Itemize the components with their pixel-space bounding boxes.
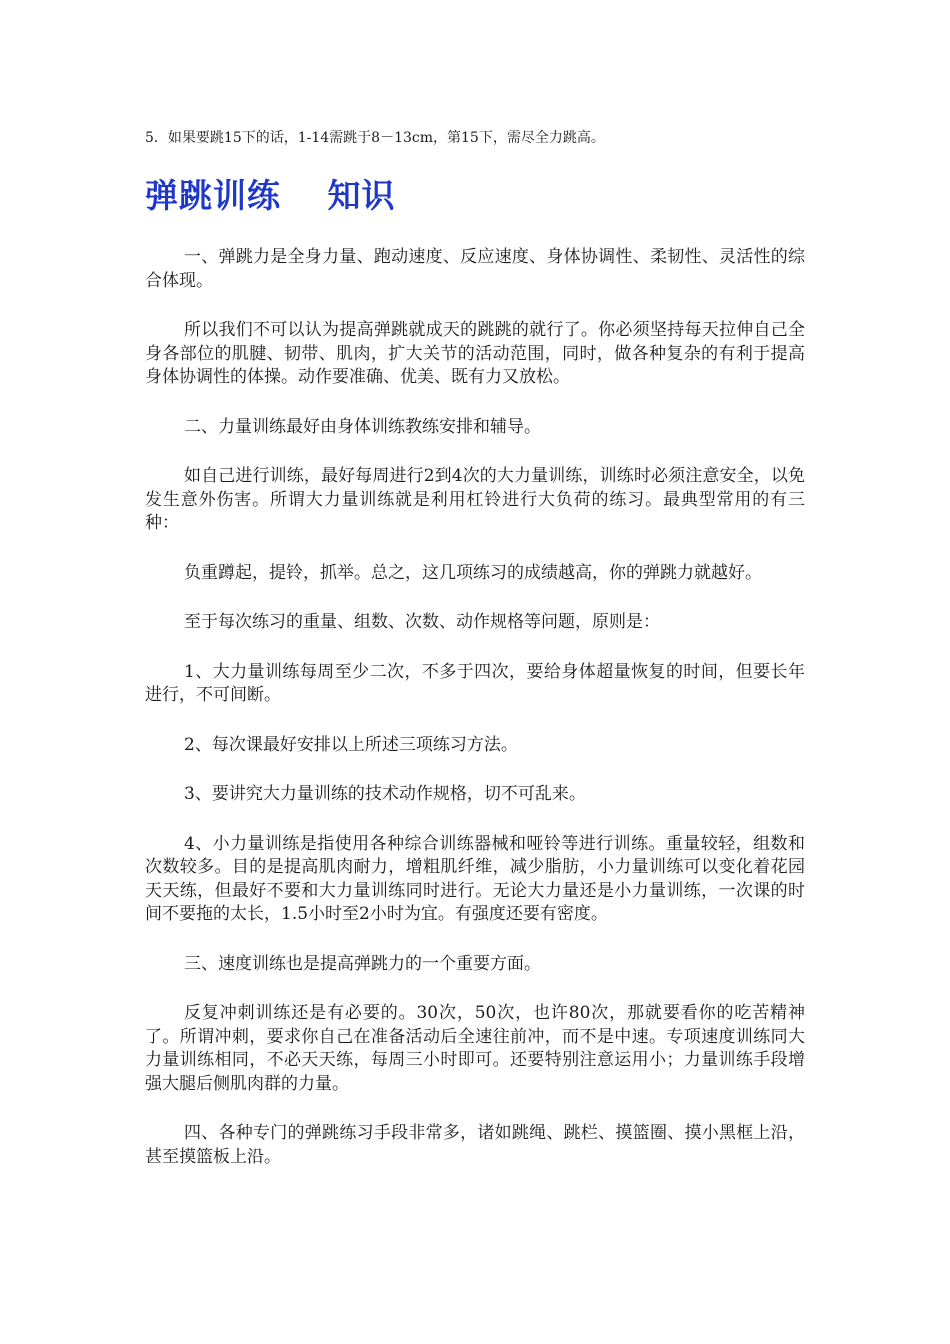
paragraph-8: 2、每次课最好安排以上所述三项练习方法。 xyxy=(184,734,518,755)
paragraph-7: 1、大力量训练每周至少二次，不多于四次，要给身体超量恢复的时间，但要长年进行，不可间断。 xyxy=(145,661,805,705)
paragraph-13: 四、各种专门的弹跳练习手段非常多，诸如跳绳、跳栏、摸篮圈、摸小黑框上沿，甚至摸篮板上沿。 xyxy=(145,1123,805,1167)
paragraph-1: 一、弹跳力是全身力量、跑动速度、反应速度、身体协调性、柔韧性、灵活性的综合体现。 xyxy=(145,247,805,291)
paragraph-3: 二、力量训练最好由身体训练教练安排和辅导。 xyxy=(184,416,541,437)
paragraph-12: 反复冲刺训练还是有必要的。30次，50次，也许80次，那就要看你的吃苦精神了。所谓冲刺，要求你自己在准备活动后全速往前冲，而不是中速。专项速度训练同大力量训练相同，不必天天练，每周三小时即可。还要特别注意运用小；力量训练手段增强大腿后侧肌肉群的力量。 xyxy=(145,1003,805,1094)
paragraph-9: 3、要讲究大力量训练的技术动作规格，切不可乱来。 xyxy=(184,784,586,804)
paragraph-10: 4、小力量训练是指使用各种综合训练器械和哑铃等进行训练。重量较轻，组数和次数较多。目的是提高肌肉耐力，增粗肌纤维，减少脂肪，小力量训练可以变化着花园天天练，但最好不要和大力量训练同时进行。无论大力量还是小力量训练，一次课的时间不要拖的太长，1.5小时至2小时为宜。有强度还要有密度。 xyxy=(145,833,805,924)
note-line: 5．如果要跳15下的话，1-14需跳于8－13cm，第15下，需尽全力跳高。 xyxy=(145,130,605,146)
paragraph-11: 三、速度训练也是提高弹跳力的一个重要方面。 xyxy=(184,953,541,974)
paragraph-4: 如自己进行训练，最好每周进行2到4次的大力量训练，训练时必须注意安全，以免发生意外伤害。所谓大力量训练就是利用杠铃进行大负荷的练习。最典型常用的有三种： xyxy=(145,466,805,533)
section-title: 弹跳训练 知识 xyxy=(145,176,396,215)
paragraph-6: 至于每次练习的重量、组数、次数、动作规格等问题，原则是： xyxy=(184,612,660,632)
paragraph-5: 负重蹲起，提铃，抓举。总之，这几项练习的成绩越高，你的弹跳力就越好。 xyxy=(184,562,762,583)
paragraph-2: 所以我们不可以认为提高弹跳就成天的跳跳的就行了。你必须坚持每天拉伸自己全身各部位的肌腱、韧带、肌肉，扩大关节的活动范围，同时，做各种复杂的有利于提高身体协调性的体操。动作要准确、优美、既有力又放松。 xyxy=(145,320,805,387)
body-text xyxy=(145,246,805,1195)
